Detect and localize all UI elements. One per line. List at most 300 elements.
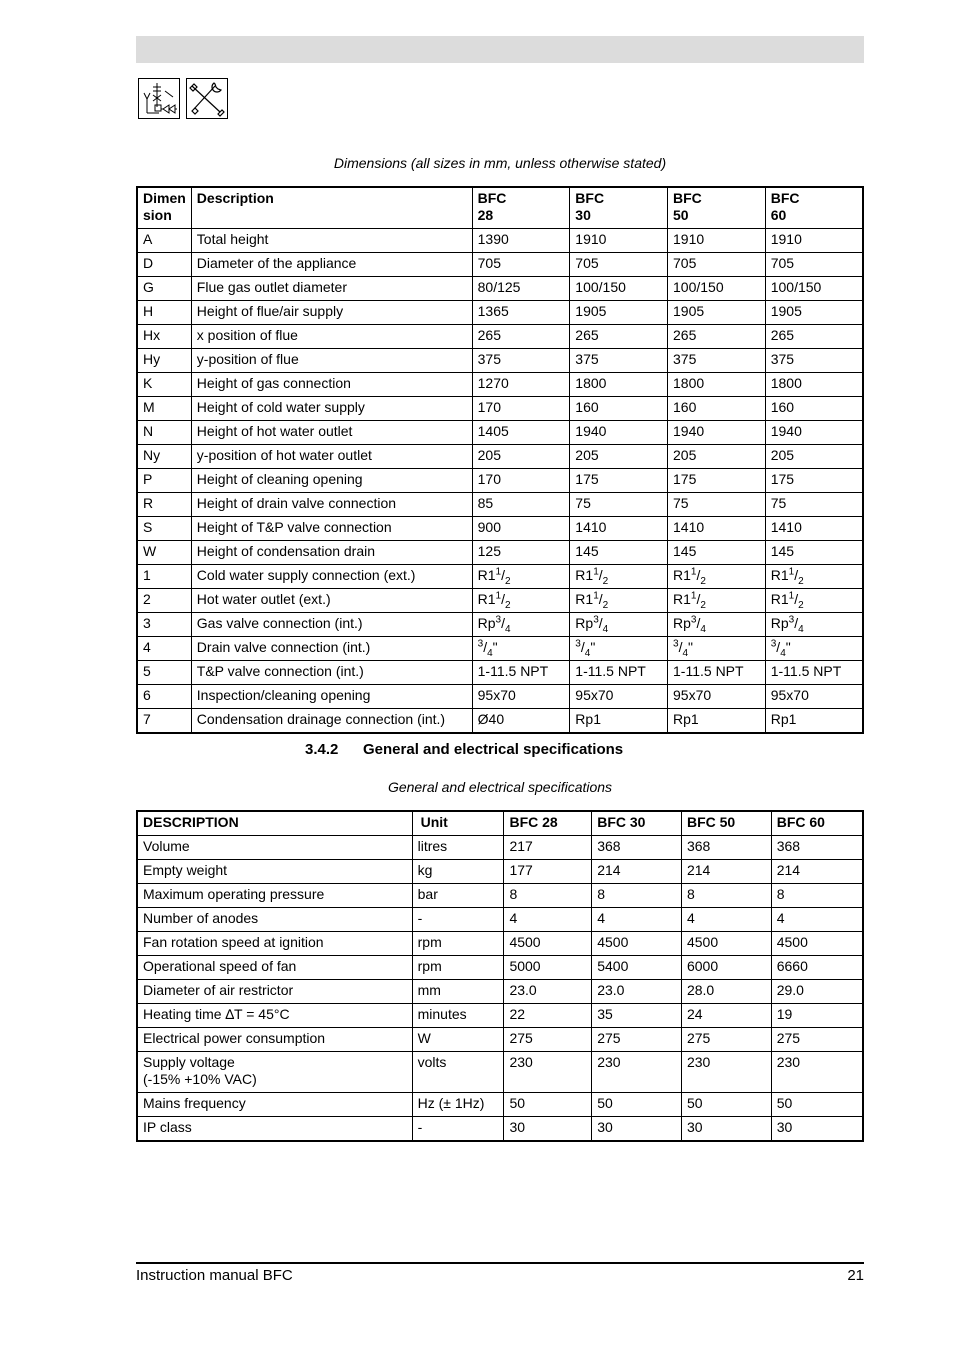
footer-divider (136, 1262, 864, 1264)
column-header-model: BFC 50 (681, 811, 771, 836)
section-heading (305, 741, 623, 758)
spec-value: 22 (504, 1004, 592, 1028)
dimension-value: 205 (570, 445, 668, 469)
spec-description (137, 932, 412, 956)
spec-value: 8 (681, 884, 771, 908)
spec-description (137, 1052, 412, 1093)
spec-unit: volts (412, 1052, 504, 1093)
dimension-value: 1905 (570, 301, 668, 325)
dimension-value: $^3/_4$" (668, 637, 766, 661)
dimension-value: $R1^1/_2$ (570, 589, 668, 613)
dimension-value: 85 (472, 493, 570, 517)
fraction-numerator: 1 (495, 566, 502, 578)
spec-unit: kg (412, 860, 504, 884)
fraction-base: R1 (770, 591, 789, 607)
column-header-unit: Unit (412, 811, 504, 836)
fraction-numerator: 1 (495, 590, 502, 602)
fraction-denominator: 2 (700, 575, 706, 587)
tools-icon (186, 78, 228, 119)
column-header-model: BFC 28 (504, 811, 592, 836)
spec-description-text: Electrical power consumption (143, 1030, 326, 1046)
dimension-value: 705 (472, 253, 570, 277)
dimension-value: 125 (472, 541, 570, 565)
table-row (137, 613, 863, 637)
spec-value: 50 (592, 1093, 682, 1117)
spec-description (137, 956, 412, 980)
fraction-numerator: 3 (673, 638, 679, 650)
fraction-base: Rp (673, 615, 691, 631)
fraction-base: Rp (575, 615, 594, 631)
dimension-value: 160 (570, 397, 668, 421)
table-row (137, 932, 863, 956)
spec-description-text: Diameter of air restrictor (143, 982, 294, 998)
dimension-value: 95x70 (570, 685, 668, 709)
fraction-numerator: 3 (575, 638, 581, 650)
dimension-value: 1800 (765, 373, 863, 397)
spec-unit: rpm (412, 956, 504, 980)
fraction-numerator: 3 (788, 614, 795, 626)
dimension-value: 145 (765, 541, 863, 565)
dimension-value: 265 (668, 325, 766, 349)
dimension-value: 705 (765, 253, 863, 277)
table-row (137, 1004, 863, 1028)
column-header-model: BFC 50 (668, 187, 766, 229)
dimension-description: Hot water outlet (ext.) (191, 589, 472, 613)
dimension-value: 1910 (570, 229, 668, 253)
dimension-description: T&P valve connection (int.) (191, 661, 472, 685)
dimension-value: 145 (668, 541, 766, 565)
fraction-denominator: 2 (602, 599, 609, 611)
spec-value: 23.0 (504, 980, 592, 1004)
spec-description (137, 1028, 412, 1052)
fraction-base: R1 (673, 567, 691, 583)
spec-value: 214 (681, 860, 771, 884)
spec-unit: - (412, 1117, 504, 1142)
dimension-value: 375 (668, 349, 766, 373)
dimension-value: $Rp^3/_4$ (570, 613, 668, 637)
valve-diagram-icon (138, 78, 180, 119)
spec-value: 5400 (592, 956, 682, 980)
dimension-value: 705 (668, 253, 766, 277)
spec-description-text: Heating time ∆T = 45°C (143, 1006, 290, 1022)
spec-value: 4 (592, 908, 682, 932)
spec-description-text: Empty weight (143, 862, 228, 878)
dimension-value: 205 (472, 445, 570, 469)
table-row (137, 253, 863, 277)
dimension-description: Total height (191, 229, 472, 253)
spec-description-text: Operational speed of fan (143, 958, 297, 974)
table-row (137, 421, 863, 445)
spec-value: 30 (504, 1117, 592, 1142)
dimension-value: $Rp^3/_4$ (668, 613, 766, 637)
fraction-base: Rp (770, 615, 789, 631)
dimension-value: 1410 (765, 517, 863, 541)
fraction-denominator: 4 (700, 623, 706, 635)
spec-value: 4500 (681, 932, 771, 956)
fraction-denominator: 2 (700, 599, 706, 611)
section-number: 3.4.2 (305, 741, 339, 758)
spec-value: 4 (771, 908, 863, 932)
spec-value: 4500 (771, 932, 863, 956)
table-row (137, 860, 863, 884)
table-row (137, 565, 863, 589)
spec-description-text: Maximum operating pressure (143, 886, 325, 902)
dimension-value: 80/125 (472, 277, 570, 301)
dimension-value: 375 (765, 349, 863, 373)
fraction-numerator: 1 (593, 590, 599, 602)
spec-value: 368 (592, 836, 682, 860)
fraction-denominator: 2 (798, 599, 804, 611)
dimension-code: G (137, 277, 191, 301)
column-header-model: BFC 60 (765, 187, 863, 229)
dimensions-table (136, 186, 864, 734)
spec-unit: - (412, 908, 504, 932)
fraction-tail: " (785, 639, 791, 655)
spec-description-text: Mains frequency (143, 1095, 246, 1111)
spec-value: 177 (504, 860, 592, 884)
spec-value: 8 (771, 884, 863, 908)
dimension-value: 95x70 (668, 685, 766, 709)
dimensions-header-row (137, 187, 863, 229)
dimension-value: Ø40 (472, 709, 570, 734)
spec-value: 8 (504, 884, 592, 908)
dimension-value: 705 (570, 253, 668, 277)
spec-value: 4 (681, 908, 771, 932)
footer-manual-title: Instruction manual BFC (136, 1267, 293, 1284)
dimension-value: 1940 (668, 421, 766, 445)
fraction-denominator: 2 (505, 599, 511, 611)
dimension-code: Hy (137, 349, 191, 373)
dimension-value: 265 (765, 325, 863, 349)
dimension-description: Height of T&P valve connection (191, 517, 472, 541)
dimension-value: 75 (668, 493, 766, 517)
spec-value: 275 (771, 1028, 863, 1052)
dimension-code: H (137, 301, 191, 325)
dimension-code: 6 (137, 685, 191, 709)
dimension-value: 175 (765, 469, 863, 493)
dimension-code: Hx (137, 325, 191, 349)
dimension-description: Height of cold water supply (191, 397, 472, 421)
fraction-denominator: 2 (602, 575, 609, 587)
dimension-value: $Rp^3/_4$ (472, 613, 570, 637)
table-row (137, 517, 863, 541)
spec-value: 230 (771, 1052, 863, 1093)
fraction-numerator: 1 (690, 566, 697, 578)
dimension-value: 75 (570, 493, 668, 517)
spec-value: 6000 (681, 956, 771, 980)
dimension-code: 1 (137, 565, 191, 589)
dimension-value: 1910 (765, 229, 863, 253)
dimension-description: Height of cleaning opening (191, 469, 472, 493)
table-row (137, 1052, 863, 1093)
fraction-denominator: 2 (798, 575, 804, 587)
table-row (137, 1117, 863, 1142)
dimension-value: 100/150 (668, 277, 766, 301)
dimension-value: $R1^1/_2$ (668, 565, 766, 589)
spec-value: 4500 (504, 932, 592, 956)
specifications-table (136, 810, 864, 1142)
spec-value: 50 (681, 1093, 771, 1117)
spec-description-text: Volume (143, 838, 190, 854)
table-row (137, 301, 863, 325)
fraction-base: R1 (477, 591, 496, 607)
table-row (137, 493, 863, 517)
dimension-value: 95x70 (472, 685, 570, 709)
dimension-code: 7 (137, 709, 191, 734)
dimension-description: Height of drain valve connection (191, 493, 472, 517)
table-row (137, 469, 863, 493)
spec-unit: rpm (412, 932, 504, 956)
spec-value: 23.0 (592, 980, 682, 1004)
column-header-model: BFC 30 (592, 811, 682, 836)
fraction-numerator: 3 (495, 614, 502, 626)
dimension-code: N (137, 421, 191, 445)
dimension-value: 1-11.5 NPT (668, 661, 766, 685)
dimension-description: Diameter of the appliance (191, 253, 472, 277)
header-bar (136, 36, 864, 63)
column-header-description: Description (191, 187, 472, 229)
table-row (137, 980, 863, 1004)
dimension-code: 2 (137, 589, 191, 613)
spec-description (137, 860, 412, 884)
spec-value: 24 (681, 1004, 771, 1028)
dimension-value: 265 (570, 325, 668, 349)
spec-value: 230 (504, 1052, 592, 1093)
table-row (137, 325, 863, 349)
dimension-code: S (137, 517, 191, 541)
specs-header-row (137, 811, 863, 836)
table-row (137, 1093, 863, 1117)
dimension-value: $^3/_4$" (765, 637, 863, 661)
spec-description-text: Fan rotation speed at ignition (143, 934, 324, 950)
dimension-description: y-position of hot water outlet (191, 445, 472, 469)
spec-value: 275 (504, 1028, 592, 1052)
fraction-base: R1 (575, 591, 594, 607)
spec-value: 29.0 (771, 980, 863, 1004)
spec-description-text: Supply voltage (143, 1054, 235, 1070)
dimension-value: 1390 (472, 229, 570, 253)
table-row (137, 445, 863, 469)
dimension-value: $^3/_4$" (570, 637, 668, 661)
column-header-dimension: Dimen sion (137, 187, 191, 229)
spec-value: 35 (592, 1004, 682, 1028)
spec-value: 6660 (771, 956, 863, 980)
table-row (137, 349, 863, 373)
dimension-code: 3 (137, 613, 191, 637)
fraction-denominator: 4 (602, 623, 609, 635)
dimension-value: 1-11.5 NPT (472, 661, 570, 685)
dimension-code: P (137, 469, 191, 493)
fraction-base: Rp (477, 615, 496, 631)
dimension-value: 1405 (472, 421, 570, 445)
dimension-value: 1800 (668, 373, 766, 397)
spec-value: 5000 (504, 956, 592, 980)
dimension-description: Height of gas connection (191, 373, 472, 397)
fraction-numerator: 3 (690, 614, 697, 626)
table-row (137, 836, 863, 860)
dimension-value: 1270 (472, 373, 570, 397)
dimension-value: $R1^1/_2$ (472, 589, 570, 613)
spec-value: 217 (504, 836, 592, 860)
spec-description (137, 1093, 412, 1117)
spec-value: 8 (592, 884, 682, 908)
dimensions-caption: Dimensions (all sizes in mm, unless otherwise stated) (333, 155, 667, 171)
spec-description-note: (-15% +10% VAC) (143, 1071, 257, 1087)
fraction-tail: " (688, 639, 694, 655)
dimension-value: 1905 (668, 301, 766, 325)
fraction-numerator: 1 (788, 590, 795, 602)
spec-value: 4 (504, 908, 592, 932)
fraction-denominator: 4 (780, 647, 786, 659)
fraction-denominator: 4 (798, 623, 804, 635)
fraction-denominator: 4 (487, 647, 493, 659)
dimension-value: $R1^1/_2$ (765, 565, 863, 589)
spec-value: 4500 (592, 932, 682, 956)
dimension-value: Rp1 (570, 709, 668, 734)
spec-value: 30 (681, 1117, 771, 1142)
spec-value: 50 (771, 1093, 863, 1117)
spec-value: 275 (681, 1028, 771, 1052)
table-row (137, 884, 863, 908)
spec-description (137, 1117, 412, 1142)
column-header-model: BFC 30 (570, 187, 668, 229)
dimension-value: 1-11.5 NPT (765, 661, 863, 685)
column-header-description: DESCRIPTION (137, 811, 412, 836)
table-row (137, 541, 863, 565)
spec-unit: litres (412, 836, 504, 860)
dimension-description: Height of flue/air supply (191, 301, 472, 325)
dimension-value: $R1^1/_2$ (570, 565, 668, 589)
spec-unit: mm (412, 980, 504, 1004)
column-header-model: BFC 28 (472, 187, 570, 229)
dimension-value: 375 (570, 349, 668, 373)
dimension-value: Rp1 (765, 709, 863, 734)
dimension-value: 205 (668, 445, 766, 469)
table-row (137, 1028, 863, 1052)
spec-value: 50 (504, 1093, 592, 1117)
dimension-value: 1940 (765, 421, 863, 445)
fraction-base: R1 (673, 591, 691, 607)
fraction-denominator: 4 (505, 623, 511, 635)
dimension-value: 95x70 (765, 685, 863, 709)
fraction-numerator: 3 (593, 614, 599, 626)
dimension-value: 145 (570, 541, 668, 565)
dimension-description: y-position of flue (191, 349, 472, 373)
column-header-model: BFC 60 (771, 811, 863, 836)
spec-unit: Hz (± 1Hz) (412, 1093, 504, 1117)
table-row (137, 661, 863, 685)
fraction-numerator: 1 (690, 590, 697, 602)
spec-value: 230 (681, 1052, 771, 1093)
table-row (137, 589, 863, 613)
dimension-description: Condensation drainage connection (int.) (191, 709, 472, 734)
dimension-value: 170 (472, 397, 570, 421)
dimension-description: Flue gas outlet diameter (191, 277, 472, 301)
dimension-description: Gas valve connection (int.) (191, 613, 472, 637)
spec-value: 28.0 (681, 980, 771, 1004)
dimension-value: 1365 (472, 301, 570, 325)
dimension-value: 1410 (668, 517, 766, 541)
dimension-value: 100/150 (570, 277, 668, 301)
spec-unit: minutes (412, 1004, 504, 1028)
spec-description-text: IP class (143, 1119, 192, 1135)
dimension-value: 1410 (570, 517, 668, 541)
table-row (137, 709, 863, 734)
dimension-value: 1800 (570, 373, 668, 397)
dimension-value: 160 (765, 397, 863, 421)
spec-description (137, 908, 412, 932)
table-row (137, 908, 863, 932)
spec-value: 368 (771, 836, 863, 860)
fraction-denominator: 2 (505, 575, 511, 587)
dimension-code: K (137, 373, 191, 397)
table-row (137, 229, 863, 253)
fraction-tail: " (590, 639, 596, 655)
dimension-value: 1905 (765, 301, 863, 325)
dimension-description: Height of hot water outlet (191, 421, 472, 445)
dimension-value: 1-11.5 NPT (570, 661, 668, 685)
spec-value: 214 (592, 860, 682, 884)
fraction-numerator: 3 (477, 638, 484, 650)
fraction-base: R1 (477, 567, 496, 583)
table-row (137, 397, 863, 421)
spec-value: 30 (592, 1117, 682, 1142)
dimension-description: Inspection/cleaning opening (191, 685, 472, 709)
spec-description-text: Number of anodes (143, 910, 259, 926)
table-row (137, 685, 863, 709)
dimension-value: 1940 (570, 421, 668, 445)
spec-unit: W (412, 1028, 504, 1052)
dimension-description: x position of flue (191, 325, 472, 349)
page-number: 21 (847, 1267, 864, 1284)
dimension-code: W (137, 541, 191, 565)
dimension-value: $Rp^3/_4$ (765, 613, 863, 637)
table-row (137, 637, 863, 661)
table-row (137, 956, 863, 980)
spec-value: 30 (771, 1117, 863, 1142)
dimension-code: 4 (137, 637, 191, 661)
spec-value: 368 (681, 836, 771, 860)
spec-value: 19 (771, 1004, 863, 1028)
dimension-value: 75 (765, 493, 863, 517)
spec-description (137, 980, 412, 1004)
spec-description (137, 1004, 412, 1028)
fraction-base: R1 (575, 567, 594, 583)
fraction-base: R1 (770, 567, 789, 583)
specs-caption: General and electrical specifications (387, 779, 613, 795)
fraction-denominator: 4 (584, 647, 591, 659)
spec-value: 214 (771, 860, 863, 884)
dimension-code: 5 (137, 661, 191, 685)
dimension-value: $R1^1/_2$ (765, 589, 863, 613)
dimension-value: 175 (570, 469, 668, 493)
dimension-value: $R1^1/_2$ (472, 565, 570, 589)
dimension-code: D (137, 253, 191, 277)
dimension-value: $^3/_4$" (472, 637, 570, 661)
fraction-tail: " (492, 639, 498, 655)
dimension-value: $R1^1/_2$ (668, 589, 766, 613)
dimension-value: 175 (668, 469, 766, 493)
section-title: General and electrical specifications (363, 741, 624, 758)
dimension-value: 375 (472, 349, 570, 373)
table-row (137, 277, 863, 301)
dimension-value: 170 (472, 469, 570, 493)
spec-description (137, 836, 412, 860)
spec-unit: bar (412, 884, 504, 908)
table-row (137, 373, 863, 397)
dimension-code: R (137, 493, 191, 517)
fraction-numerator: 3 (770, 638, 777, 650)
